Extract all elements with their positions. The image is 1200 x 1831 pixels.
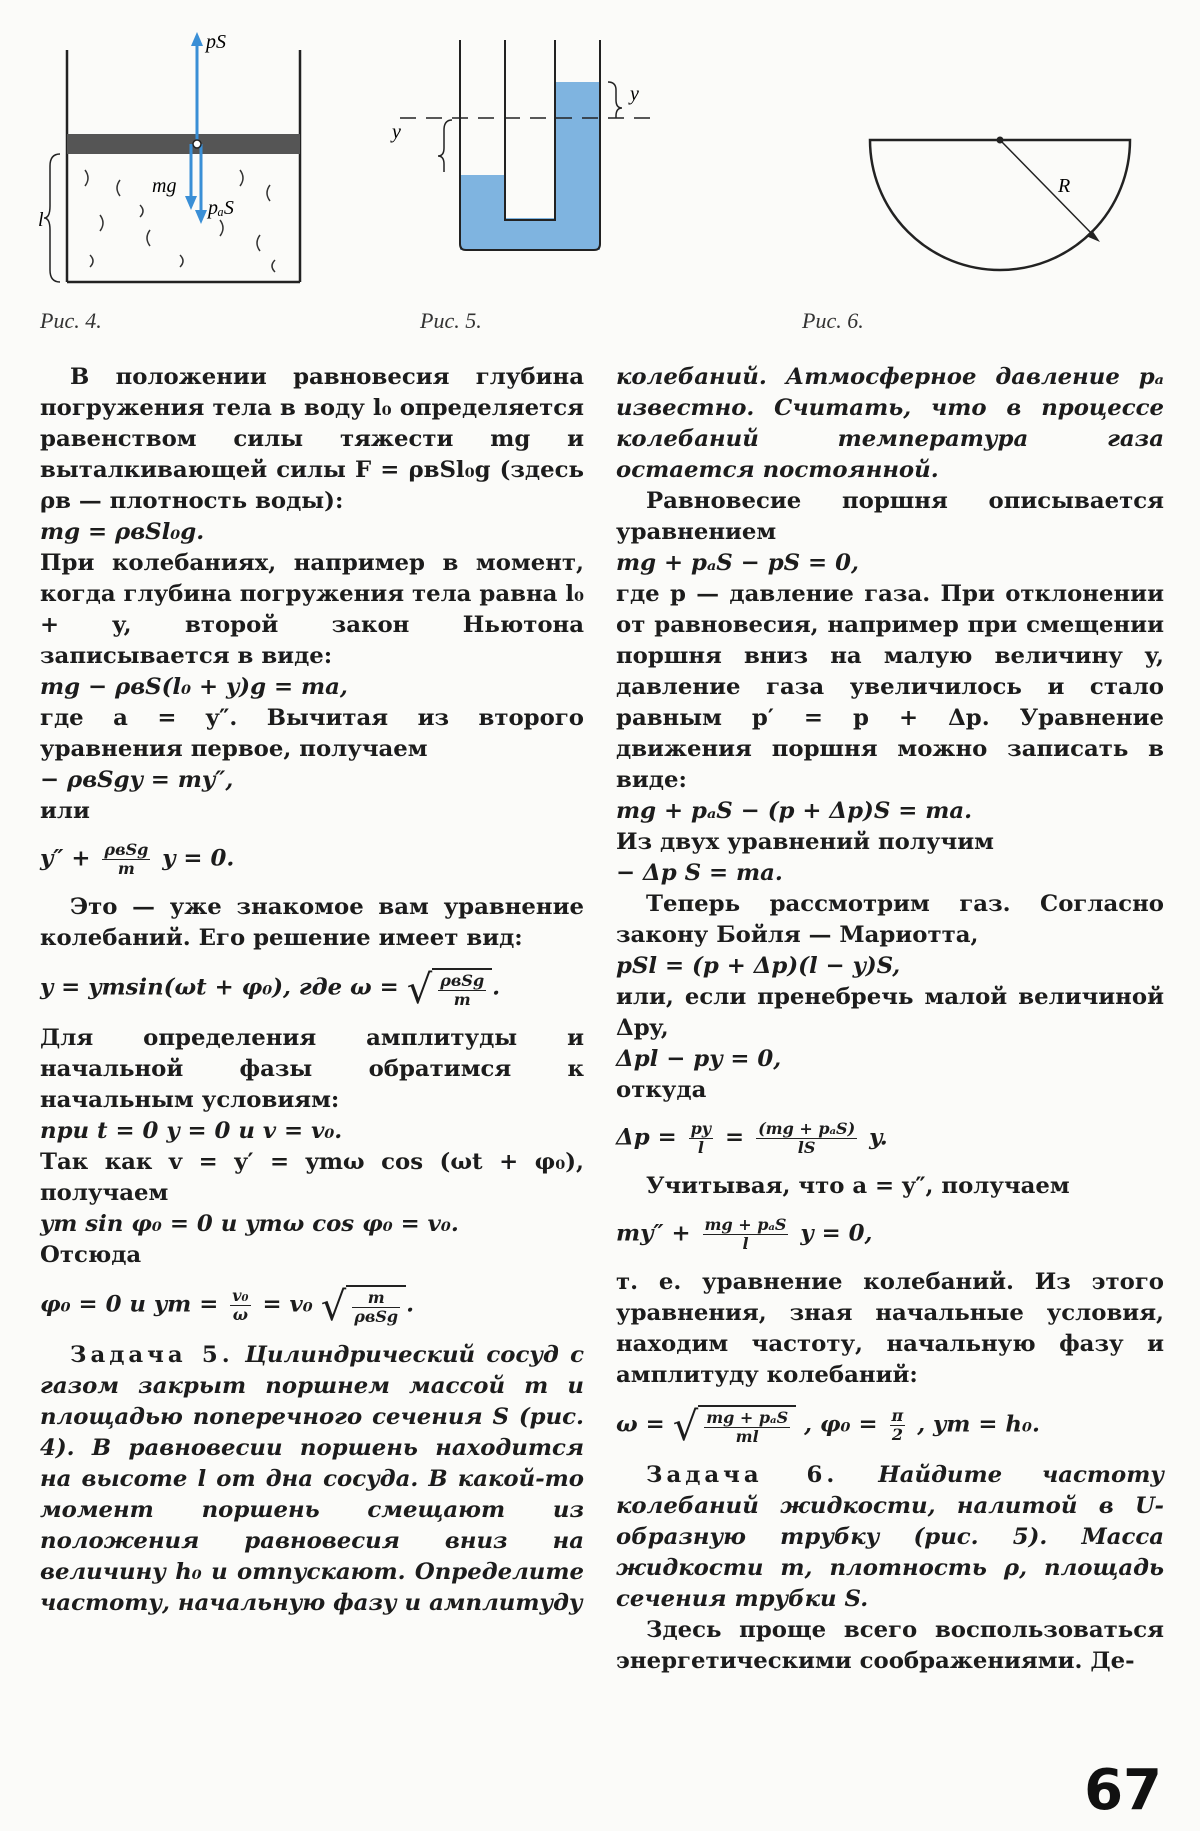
equation: − ρвSgy = my″, (40, 767, 234, 793)
sqrt: √ $\frac{\text{ρвSg}}{m}$ (407, 968, 492, 1009)
denominator: l (697, 1138, 704, 1157)
eq-part: φ₀ = 0 и ym = (40, 1291, 219, 1318)
denominator: l (742, 1234, 749, 1253)
equation (616, 1216, 1164, 1253)
fraction (890, 1407, 906, 1444)
numerator: mg + pₐS (706, 1408, 789, 1427)
label-y-left: y (392, 121, 401, 143)
task-label: Задача 5. (70, 1342, 234, 1368)
task-5-continued: колебаний. Атмосферное давление pₐ известно. Считать, что в процессе колебаний температура газа остается постоянной. (616, 364, 1164, 483)
task-5 (40, 1340, 584, 1619)
fraction (438, 972, 486, 1009)
fraction (102, 841, 150, 878)
eq-part: y″ + (40, 845, 91, 872)
paragraph: или, если пренебречь малой величиной Δpy, (616, 984, 1164, 1041)
equation: − Δp S = ma. (616, 860, 783, 886)
numerator: π (891, 1406, 904, 1425)
eq-part: y = 0. (162, 845, 235, 872)
fraction (689, 1120, 713, 1157)
equation: mg − ρвS(l₀ + y)g = ma, (40, 674, 348, 700)
eq-part: my″ + (616, 1220, 691, 1247)
paragraph: т. е. уравнение колебаний. Из этого уравнения, зная начальные условия, находим частоту, начальную фазу и амплитуду колебаний: (616, 1269, 1164, 1388)
paragraph: где p — давление газа. При отклонении от равновесия, например при смещении поршня вниз на малую величину y, давление газа увеличилось и стало равным p′ = p + Δp. Уравнение движения поршня можно записать в виде: (616, 581, 1164, 793)
caption-fig6: Рис. 6. (802, 308, 864, 333)
sqrt: √ $\frac{\text{mg + pₐS}}{ml}$ (673, 1405, 796, 1446)
paragraph: Здесь проще всего воспользоваться энергетическими соображениями. Де- (616, 1617, 1164, 1674)
task-6 (616, 1460, 1164, 1615)
caption-fig5: Рис. 5. (420, 308, 482, 333)
equation: mg + pₐS − (p + Δp)S = ma. (616, 798, 973, 824)
paragraph: Из двух уравнений получим (616, 829, 994, 855)
eq-part: , ym = h₀. (917, 1411, 1040, 1438)
paragraph: Равновесие поршня описывается уравнением (616, 488, 1164, 545)
paragraph: Так как v = y′ = ymω cos (ωt + φ₀), получаем (40, 1149, 584, 1206)
label-pS: pS (206, 31, 226, 53)
fraction (352, 1289, 400, 1326)
left-column (40, 362, 584, 1619)
paragraph: Отсюда (40, 1242, 142, 1268)
denominator: m (117, 859, 135, 878)
label-R: R (1058, 175, 1071, 197)
denominator: 2 (891, 1425, 903, 1444)
denominator: m (453, 990, 471, 1009)
numerator: ρвSg (104, 840, 149, 859)
numerator: m (352, 1289, 400, 1308)
equation (40, 841, 584, 878)
equation: mg = ρвSl₀g. (40, 519, 205, 545)
numerator: (mg + pₐS) (758, 1119, 856, 1138)
numerator: ρвSg (440, 971, 485, 990)
task-text: Найдите частоту колебаний жидкости, налитой в U-образную трубку (рис. 5). Масса жидкости m, плотность ρ, площадь сечения трубки S. (616, 1462, 1165, 1612)
equation: Δpl − py = 0, (616, 1046, 782, 1072)
eq-part: ω = (616, 1411, 665, 1438)
fraction (756, 1120, 857, 1157)
numerator: py (690, 1119, 712, 1138)
paragraph: Это — уже знакомое вам уравнение колебаний. Его решение имеет вид: (40, 894, 584, 951)
label-paS: pₐS (208, 197, 234, 219)
eq-part: y. (869, 1124, 888, 1151)
eq-part: Δp = (616, 1124, 677, 1151)
numerator: v₀ (232, 1286, 249, 1305)
paragraph: где a = y″. Вычитая из второго уравнения первое, получаем (40, 705, 584, 762)
caption-fig4: Рис. 4. (40, 308, 102, 333)
fraction (230, 1287, 250, 1324)
paragraph: откуда (616, 1077, 707, 1103)
figure-6 (860, 130, 1140, 280)
paragraph: или (40, 798, 90, 824)
label-l: l (38, 209, 44, 231)
denominator: lS (797, 1138, 816, 1157)
eq-part: y = ymsin(ωt + φ₀), где ω = (40, 974, 399, 1001)
equation (616, 1120, 1164, 1157)
figure-4 (40, 20, 320, 290)
numerator: mg + pₐS (704, 1215, 787, 1234)
denominator: ρвSg (354, 1307, 399, 1326)
denominator: ω (232, 1305, 249, 1324)
paragraph: Теперь рассмотрим газ. Согласно закону Бойля — Мариотта, (616, 891, 1164, 948)
equation (616, 1404, 1164, 1450)
eq-part: y = 0, (800, 1220, 873, 1247)
label-mg: mg (152, 175, 177, 197)
figure-5 (392, 30, 750, 300)
paragraph: Учитывая, что a = y″, получаем (646, 1173, 1070, 1199)
eq-part: , φ₀ = (804, 1411, 878, 1438)
equation: mg + pₐS − pS = 0, (616, 550, 859, 576)
denominator: ml (735, 1427, 759, 1446)
eq-part: = v₀ (262, 1291, 313, 1318)
task-label: Задача 6. (646, 1462, 839, 1488)
fraction (703, 1216, 789, 1253)
equation: pSl = (p + Δp)(l − y)S, (616, 953, 901, 979)
page-number: 67 (1084, 1758, 1162, 1823)
eq-part: = (725, 1124, 745, 1151)
fraction (704, 1409, 790, 1446)
equation: φ₀ = 0 и ym = $\frac{\text{v₀}}{\omega}$ = v₀ √ $\frac{m}{\text{ρвSg}}$ . (40, 1284, 415, 1330)
paragraph: При колебаниях, например в момент, когда глубина погружения тела равна l₀ + y, второй закон Ньютона записывается в виде: (40, 550, 584, 669)
sqrt: √ $\frac{m}{\text{ρвSg}}$ (321, 1285, 406, 1326)
equation: при t = 0 y = 0 и v = v₀. (40, 1118, 343, 1144)
task-text: Цилиндрический сосуд с газом закрыт поршнем массой m и площадью поперечного сечения S (рис. 4). В равновесии поршень находится на высоте l от дна сосуда. В какой-то момент поршень смещают из положения равновесия вниз на величину h₀ и отпускают. Определите частоту, начальную фазу и амплитуду (40, 1342, 584, 1616)
equation: ym sin φ₀ = 0 и ymω cos φ₀ = v₀. (40, 1211, 459, 1237)
label-y-right: y (630, 83, 639, 105)
paragraph: В положении равновесия глубина погружения тела в воду l₀ определяется равенством силы тяжести mg и выталкивающей силы F = ρвSl₀g (здесь ρв — плотность воды): (40, 364, 584, 514)
right-column (616, 362, 1164, 1677)
equation: y = ymsin(ωt + φ₀), где ω = √ $\frac{\text{ρвSg}}{m}$ . (40, 967, 501, 1013)
paragraph: Для определения амплитуды и начальной фазы обратимся к начальным условиям: (40, 1025, 584, 1113)
